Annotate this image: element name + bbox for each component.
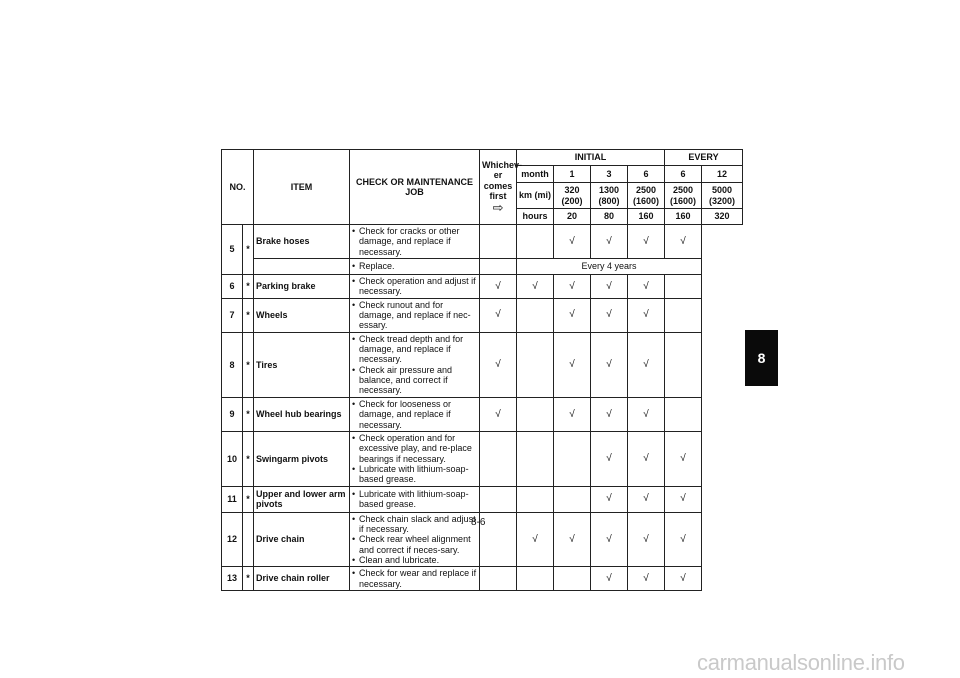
header-whichever <box>480 150 523 225</box>
row-star: * <box>243 431 254 486</box>
row-star: * <box>243 275 254 299</box>
row-star: * <box>243 298 254 332</box>
month-value: 6 <box>665 166 702 183</box>
check-cell <box>554 567 591 591</box>
km-label: km (mi) <box>517 183 554 209</box>
check-cell: √ <box>591 486 628 512</box>
check-cell: √ <box>480 332 517 397</box>
km-value: 2500 (1600) <box>665 183 702 209</box>
check-cell: √ <box>628 275 665 299</box>
row-job <box>350 431 480 486</box>
check-cell: √ <box>591 332 628 397</box>
job-item: • Check for cracks or other damage, and replace if necessary. <box>352 226 477 257</box>
hours-value: 160 <box>628 209 665 225</box>
month-value: 12 <box>702 166 743 183</box>
table-row <box>222 259 743 275</box>
table-row <box>222 486 743 512</box>
header-initial: INITIAL <box>517 150 665 166</box>
row-number: 13 <box>222 567 243 591</box>
check-cell: √ <box>591 512 628 567</box>
header-job: CHECK OR MAINTENANCE JOB <box>350 150 480 225</box>
row-item: Wheels <box>254 298 350 332</box>
check-cell <box>554 486 591 512</box>
check-cell: √ <box>628 225 665 259</box>
row-job <box>350 225 480 259</box>
month-value: 1 <box>554 166 591 183</box>
arrow-right-icon: ⇨ <box>492 200 504 216</box>
row-item: Tires <box>254 332 350 397</box>
check-cell: √ <box>591 431 628 486</box>
section-tab[interactable]: 8 <box>745 330 778 386</box>
check-cell: √ <box>665 512 702 567</box>
check-cell: √ <box>591 225 628 259</box>
row-item: Swingarm pivots <box>254 431 350 486</box>
row-item: Parking brake <box>254 275 350 299</box>
row-item: Drive chain <box>254 512 350 567</box>
job-item: • Lubricate with lithium-soap-based grease. <box>352 489 477 510</box>
row-empty-cell <box>480 486 517 512</box>
check-cell: √ <box>480 275 517 299</box>
hours-label: hours <box>517 209 554 225</box>
km-value: 1300 (800) <box>591 183 628 209</box>
row-number: 8 <box>222 332 243 397</box>
check-cell: √ <box>554 298 591 332</box>
check-cell <box>517 225 554 259</box>
row-number: 5 <box>222 225 243 275</box>
table-row <box>222 298 743 332</box>
row-star: * <box>243 397 254 431</box>
row-empty-cell <box>665 275 702 299</box>
check-cell: √ <box>628 397 665 431</box>
km-value: 5000 (3200) <box>702 183 743 209</box>
hours-value: 160 <box>665 209 702 225</box>
check-cell: √ <box>591 275 628 299</box>
row-empty-cell <box>480 431 517 486</box>
job-item: • Check operation and adjust if necessary. <box>352 276 477 297</box>
check-cell: √ <box>554 397 591 431</box>
row-job <box>350 397 480 431</box>
check-cell: √ <box>591 298 628 332</box>
job-item: • Check runout and for damage, and replace if nec-essary. <box>352 300 477 331</box>
row-number: 11 <box>222 486 243 512</box>
job-item: • Check for wear and replace if necessary. <box>352 568 477 589</box>
check-cell: √ <box>628 298 665 332</box>
km-value: 2500 (1600) <box>628 183 665 209</box>
header-every: EVERY <box>665 150 743 166</box>
table-row <box>222 397 743 431</box>
row-job <box>350 567 480 591</box>
header-no: NO. <box>222 150 254 225</box>
check-cell: √ <box>628 512 665 567</box>
row-job <box>350 275 480 299</box>
km-value: 320 (200) <box>554 183 591 209</box>
row-job <box>350 332 480 397</box>
row-star: * <box>243 567 254 591</box>
row-empty-cell <box>480 567 517 591</box>
table-row <box>222 275 743 299</box>
check-cell: √ <box>480 298 517 332</box>
hours-value: 80 <box>591 209 628 225</box>
row-star: * <box>243 486 254 512</box>
check-cell: √ <box>554 332 591 397</box>
job-item: • Check operation and for excessive play, and re-place bearings if necessary. <box>352 433 477 464</box>
table-row <box>222 567 743 591</box>
row-item: Brake hoses <box>254 225 350 259</box>
row-star: * <box>243 225 254 275</box>
table-row <box>222 431 743 486</box>
row-job <box>350 486 480 512</box>
check-cell: √ <box>517 512 554 567</box>
month-value: 3 <box>591 166 628 183</box>
check-cell <box>517 486 554 512</box>
check-cell: √ <box>517 275 554 299</box>
job-item: • Clean and lubricate. <box>352 555 477 565</box>
check-cell: √ <box>665 567 702 591</box>
header-item: ITEM <box>254 150 350 225</box>
check-cell: √ <box>628 332 665 397</box>
row-job <box>350 512 480 567</box>
check-cell <box>554 431 591 486</box>
check-cell: √ <box>554 275 591 299</box>
row-item: Upper and lower arm pivots <box>254 486 350 512</box>
hours-value: 20 <box>554 209 591 225</box>
job-item: • Check for looseness or damage, and replace if necessary. <box>352 399 477 430</box>
job-item: • Check chain slack and adjust if necessary. <box>352 514 477 535</box>
check-cell: √ <box>591 397 628 431</box>
table-row <box>222 225 743 259</box>
job-item: • Check air pressure and balance, and correct if necessary. <box>352 365 477 396</box>
row-empty-cell <box>480 259 517 275</box>
row-item: Drive chain roller <box>254 567 350 591</box>
table-row <box>222 332 743 397</box>
check-cell: √ <box>665 225 702 259</box>
row-item-empty <box>254 259 350 275</box>
job-item: • Replace. <box>352 261 477 271</box>
check-cell <box>517 298 554 332</box>
check-cell: √ <box>665 431 702 486</box>
row-empty-cell <box>480 225 517 259</box>
hours-value: 320 <box>702 209 743 225</box>
page-number: 8-6 <box>471 517 486 528</box>
check-cell <box>517 567 554 591</box>
check-cell <box>517 397 554 431</box>
whichever-label: Whichev-er comes first <box>482 159 523 201</box>
check-cell <box>517 431 554 486</box>
month-label: month <box>517 166 554 183</box>
check-cell: √ <box>591 567 628 591</box>
check-cell: √ <box>554 225 591 259</box>
row-job <box>350 298 480 332</box>
row-empty-cell <box>665 298 702 332</box>
job-item: • Check tread depth and for damage, and replace if necessary. <box>352 334 477 365</box>
row-number: 7 <box>222 298 243 332</box>
check-cell <box>517 332 554 397</box>
check-cell: √ <box>480 397 517 431</box>
check-cell: √ <box>628 567 665 591</box>
header-row <box>222 150 743 166</box>
row-job <box>350 259 480 275</box>
row-star <box>243 512 254 567</box>
job-item: • Check rear wheel alignment and correct if neces-sary. <box>352 534 477 555</box>
check-cell: √ <box>665 486 702 512</box>
check-cell: √ <box>554 512 591 567</box>
month-value: 6 <box>628 166 665 183</box>
row-number: 12 <box>222 512 243 567</box>
row-number: 10 <box>222 431 243 486</box>
row-item: Wheel hub bearings <box>254 397 350 431</box>
row-empty-cell <box>665 332 702 397</box>
job-item: • Lubricate with lithium-soap-based grease. <box>352 464 477 485</box>
replace-interval: Every 4 years <box>517 259 702 275</box>
row-number: 6 <box>222 275 243 299</box>
check-cell: √ <box>628 486 665 512</box>
row-number: 9 <box>222 397 243 431</box>
check-cell: √ <box>628 431 665 486</box>
row-empty-cell <box>665 397 702 431</box>
row-star: * <box>243 332 254 397</box>
watermark: carmanualsonline.info <box>697 650 905 675</box>
